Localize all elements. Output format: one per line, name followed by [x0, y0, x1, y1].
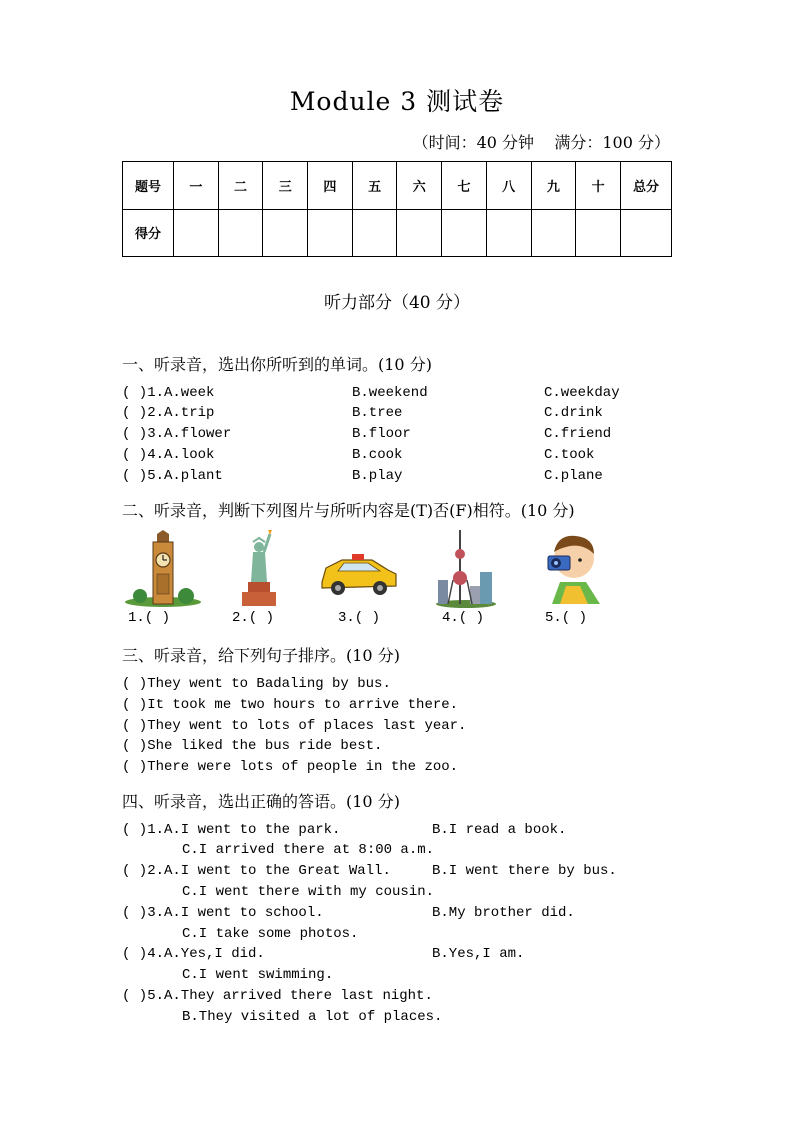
score-input-cell[interactable] [397, 209, 442, 257]
picture-answer-5[interactable]: 5.( ) [545, 610, 588, 626]
section-1-heading: 一、听录音，选出你所听到的单词。(10 分) [122, 355, 432, 374]
option-c: C.I take some photos. [182, 926, 359, 942]
score-cell: 七 [442, 162, 487, 210]
question-stem: ( )2.A.trip [122, 405, 215, 421]
sentence-text: ( )They went to lots of places last year. [122, 718, 467, 734]
score-input-cell[interactable] [442, 209, 487, 257]
sentence-text: ( )They went to Badaling by bus. [122, 676, 391, 692]
option-c: C.plane [544, 468, 603, 484]
option-b: B.They visited a lot of places. [182, 1009, 443, 1025]
question-stem: ( )1.A.I went to the park. [122, 822, 341, 838]
option-c: C.weekday [544, 385, 620, 401]
question-stem: ( )1.A.week [122, 385, 215, 401]
score-row-label: 得分 [123, 209, 174, 257]
section-2-heading: 二、听录音，判断下列图片与所听内容是(T)否(F)相符。(10 分) [122, 501, 575, 520]
option-b: B.My brother did. [432, 905, 575, 921]
question-stem: ( )3.A.I went to school. [122, 905, 324, 921]
option-b: B.Yes,I am. [432, 946, 525, 962]
picture-answer-2[interactable]: 2.( ) [232, 610, 275, 626]
score-cell: 题号 [123, 162, 174, 210]
section-3-heading: 三、听录音，给下列句子排序。(10 分) [122, 646, 400, 665]
statue-picture [236, 530, 282, 608]
section-title: 听力部分（40 分） [323, 293, 471, 313]
question-stem: ( )5.A.plant [122, 468, 223, 484]
question-stem: ( )5.A.They arrived there last night. [122, 988, 433, 1004]
score-input-cell[interactable] [218, 209, 263, 257]
option-b: B.weekend [352, 385, 428, 401]
score-table [122, 161, 672, 257]
score-table-header-row [123, 162, 672, 210]
option-c: C.I arrived there at 8:00 a.m. [182, 842, 435, 858]
score-cell: 八 [486, 162, 531, 210]
option-b: B.play [352, 468, 403, 484]
score-cell: 六 [397, 162, 442, 210]
exam-info: （时间：40 分钟 满分：100 分） [412, 133, 670, 152]
tv-tower-picture [436, 530, 496, 608]
score-cell: 一 [174, 162, 219, 210]
question-stem: ( )3.A.flower [122, 426, 232, 442]
picture-answer-3[interactable]: 3.( ) [338, 610, 381, 626]
option-b: B.I read a book. [432, 822, 567, 838]
score-cell: 五 [352, 162, 397, 210]
score-input-cell[interactable] [263, 209, 308, 257]
picture-answer-4[interactable]: 4.( ) [442, 610, 485, 626]
question-stem: ( )2.A.I went to the Great Wall. [122, 863, 391, 879]
option-c: C.friend [544, 426, 612, 442]
score-input-cell[interactable] [308, 209, 353, 257]
option-b: B.floor [352, 426, 411, 442]
score-input-cell[interactable] [486, 209, 531, 257]
option-c: C.took [544, 447, 595, 463]
sentence-text: ( )There were lots of people in the zoo. [122, 759, 459, 775]
score-table-score-row [123, 209, 672, 257]
sentence-text: ( )It took me two hours to arrive there. [122, 697, 459, 713]
score-cell: 三 [263, 162, 308, 210]
score-input-cell[interactable] [531, 209, 576, 257]
score-cell: 二 [218, 162, 263, 210]
option-c: C.drink [544, 405, 603, 421]
section-4-heading: 四、听录音，选出正确的答语。(10 分) [122, 792, 400, 811]
score-input-cell[interactable] [621, 209, 672, 257]
score-input-cell[interactable] [576, 209, 621, 257]
clock-tower-picture [124, 530, 202, 608]
option-b: B.I went there by bus. [432, 863, 617, 879]
score-input-cell[interactable] [352, 209, 397, 257]
score-cell: 九 [531, 162, 576, 210]
page-title: Module 3 测试卷 [289, 87, 505, 116]
question-stem: ( )4.A.Yes,I did. [122, 946, 265, 962]
score-input-cell[interactable] [174, 209, 219, 257]
score-cell: 总分 [621, 162, 672, 210]
option-c: C.I went swimming. [182, 967, 334, 983]
taxi-picture [318, 530, 400, 608]
boy-with-camera-picture [540, 530, 606, 608]
question-stem: ( )4.A.look [122, 447, 215, 463]
score-cell: 四 [308, 162, 353, 210]
option-b: B.cook [352, 447, 403, 463]
picture-answer-1[interactable]: 1.( ) [128, 610, 171, 626]
score-cell: 十 [576, 162, 621, 210]
sentence-text: ( )She liked the bus ride best. [122, 738, 383, 754]
option-c: C.I went there with my cousin. [182, 884, 435, 900]
option-b: B.tree [352, 405, 403, 421]
